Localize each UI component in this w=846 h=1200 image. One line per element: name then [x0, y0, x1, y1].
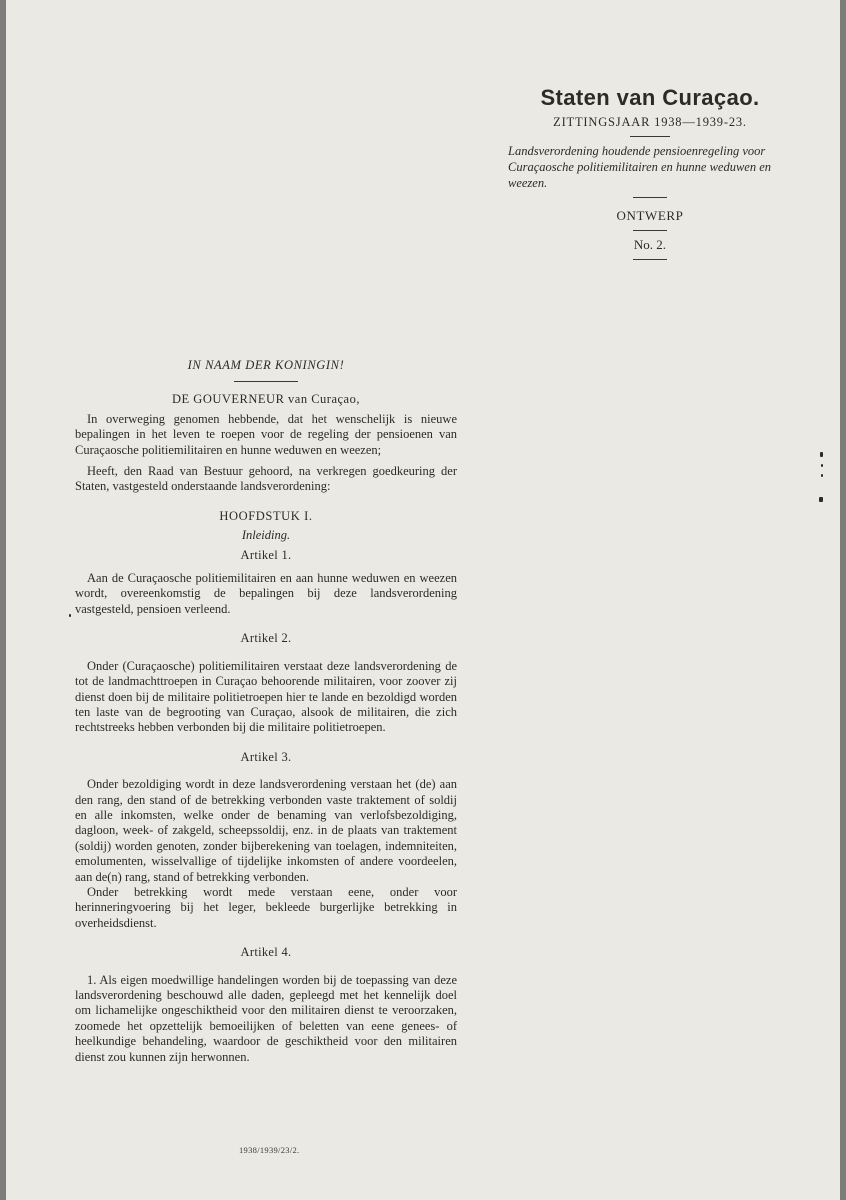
divider	[630, 136, 670, 137]
article-heading: Artikel 3.	[240, 749, 292, 764]
divider	[633, 259, 667, 260]
article-heading: Artikel 2.	[240, 631, 292, 646]
chapter-subtitle: Inleiding.	[241, 528, 291, 543]
draft-label: ONTWERP	[616, 208, 684, 223]
document-header	[504, 84, 796, 266]
divider	[633, 197, 667, 198]
document-body	[75, 358, 457, 1065]
article-paragraph: 1. Als eigen moedwillige handelingen worden bij de toepassing van deze landsverordening beschouwd alle daden, gepleegd met het kennelijk doel om lichamelijke ongeschiktheid voor den militairen dienst te veroorzaken, zoomede het opzettelijk bemoeilijken of beletten van eene genees- of heelkundige behandeling, waardoor de geschiktheid voor den militairen dienst zou kunnen zijn herwonnen.	[75, 972, 457, 1064]
paper-speck	[821, 474, 823, 477]
document-title: Staten van Curaçao.	[540, 85, 760, 110]
article-heading: Artikel 4.	[240, 945, 292, 960]
article-paragraph: Onder betrekking wordt mede verstaan eene, onder voor herinneringvoering bij het leger, bekleede burgerlijke betrekking in overheidsdienst.	[75, 884, 457, 930]
session-year: ZITTINGSJAAR 1938—1939-23.	[553, 115, 747, 129]
divider	[234, 381, 298, 382]
paper-speck	[820, 452, 823, 457]
article-paragraph: Onder bezoldiging wordt in deze landsverordening verstaan het (de) aan den rang, den stand of de betrekking verbonden vaste traktement of soldij en alle inkomsten, welke onder de benaming van verlofsbezoldiging, dagloon, week- of zakgeld, scheepssoldij, enz. in de plaats van traktement (soldij) worden genoten, zonder bijberekening van toelagen, indemniteiten, emolumenten, wisselvallige of tijdelijke inkomsten of andere voordeelen, aan de(n) rang, stand of betrekking verbonden.	[75, 777, 457, 884]
document-number: No. 2.	[633, 237, 667, 252]
document-page	[6, 0, 840, 1200]
chapter-heading: HOOFDSTUK I.	[219, 508, 313, 523]
print-code: 1938/1939/23/2.	[239, 1145, 300, 1155]
enactment-paragraph: Heeft, den Raad van Bestuur gehoord, na verkregen goedkeuring der Staten, vastgesteld onderstaande landsverordening:	[75, 464, 457, 494]
paper-speck	[821, 464, 823, 467]
paper-speck	[819, 497, 823, 502]
invocation: IN NAAM DER KONINGIN!	[187, 358, 345, 372]
divider	[633, 230, 667, 231]
governor-line: DE GOUVERNEUR van Curaçao,	[172, 392, 360, 407]
consideration-paragraph: In overweging genomen hebbende, dat het wenschelijk is nieuwe bepalingen in het leven te roepen voor de regeling der pensioenen van Curaçaosche politiemilitairen en hunne weduwen en weezen;	[75, 411, 457, 457]
document-subject: Landsverordening houdende pensioenregeling voor Curaçaosche politiemilitairen en hunne weduwen en weezen.	[508, 144, 772, 190]
article-paragraph: Onder (Curaçaosche) politiemilitairen verstaat deze landsverordening de tot de landmachttroepen in Curaçao behoorende militairen, voor zoover zij dienst doen bij de militaire politietroepen hier te lande en bezoldigd worden ten laste van de begrooting van Curaçao, alsook de militairen, die zich rechtstreeks hebben verbonden bij die militaire politietroepen.	[75, 658, 457, 735]
article-heading: Artikel 1.	[240, 547, 292, 562]
article-paragraph: Aan de Curaçaosche politiemilitairen en aan hunne weduwen en weezen wordt, overeenkomstig de bepalingen bij deze landsverordening vastgesteld, pensioen verleend.	[75, 571, 457, 616]
paper-speck	[69, 614, 71, 617]
